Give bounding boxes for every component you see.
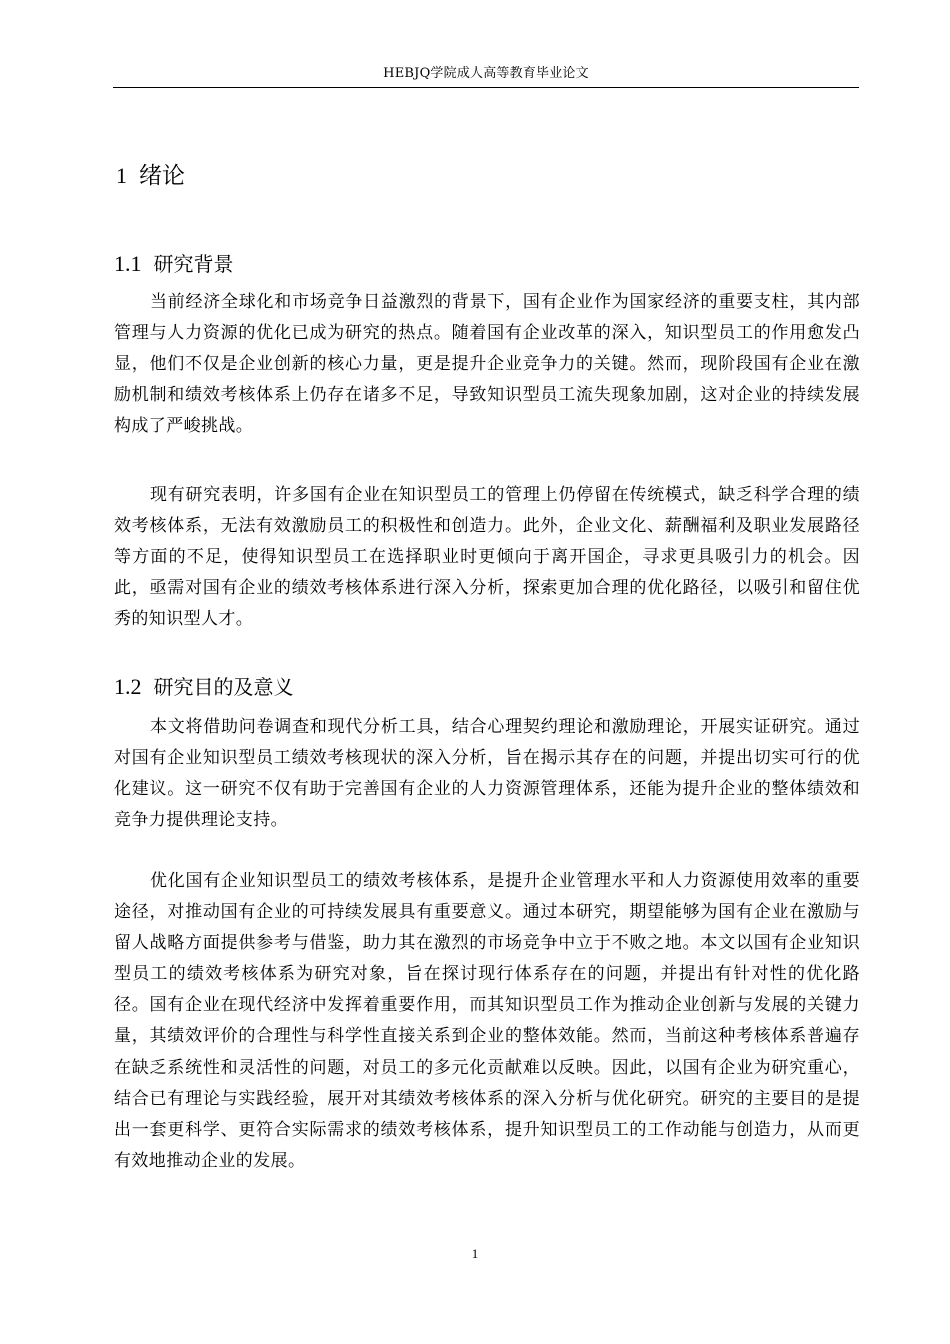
section-number: 1.2 (114, 674, 142, 699)
section-number: 1.1 (114, 251, 142, 276)
section-heading-1-1 (114, 250, 234, 278)
chapter-number: 1 (116, 163, 127, 188)
section-heading-1-2 (114, 673, 294, 701)
chapter-title: 绪论 (139, 163, 185, 189)
section-title: 研究背景 (153, 252, 234, 276)
chapter-heading (116, 161, 185, 191)
running-header: HEBJQ学院成人高等教育毕业论文 (383, 66, 589, 81)
paragraph: 当前经济全球化和市场竞争日益激烈的背景下，国有企业作为国家经济的重要支柱，其内部管理与人力资源的优化已成为研究的热点。随着国有企业改革的深入，知识型员工的作用愈发凸显，他们不仅是企业创新的核心力量，更是提升企业竞争力的关键。然而，现阶段国有企业在激励机制和绩效考核体系上仍存在诸多不足，导致知识型员工流失现象加剧，这对企业的持续发展构成了严峻挑战。 (114, 292, 860, 437)
paragraph: 现有研究表明，许多国有企业在知识型员工的管理上仍停留在传统模式，缺乏科学合理的绩效考核体系，无法有效激励员工的积极性和创造力。此外，企业文化、薪酬福利及职业发展路径等方面的不足，使得知识型员工在选择职业时更倾向于离开国企，寻求更具吸引力的机会。因此，亟需对国有企业的绩效考核体系进行深入分析，探索更加合理的优化路径，以吸引和留住优秀的知识型人才。 (114, 485, 860, 630)
paragraph: 本文将借助问卷调查和现代分析工具，结合心理契约理论和激励理论，开展实证研究。通过对国有企业知识型员工绩效考核现状的深入分析，旨在揭示其存在的问题，并提出切实可行的优化建议。这一研究不仅有助于完善国有企业的人力资源管理体系，还能为提升企业的整体绩效和竞争力提供理论支持。 (114, 717, 860, 831)
header-rule (113, 87, 859, 88)
section-title: 研究目的及意义 (153, 675, 294, 699)
page-number: 1 (471, 1246, 479, 1261)
paragraph: 优化国有企业知识型员工的绩效考核体系，是提升企业管理水平和人力资源使用效率的重要途径，对推动国有企业的可持续发展具有重要意义。通过本研究，期望能够为国有企业在激励与留人战略方面提供参考与借鉴，助力其在激烈的市场竞争中立于不败之地。本文以国有企业知识型员工的绩效考核体系为研究对象，旨在探讨现行体系存在的问题，并提出有针对性的优化路径。国有企业在现代经济中发挥着重要作用，而其知识型员工作为推动企业创新与发展的关键力量，其绩效评价的合理性与科学性直接关系到企业的整体效能。然而，当前这种考核体系普遍存在缺乏系统性和灵活性的问题，对员工的多元化贡献难以反映。因此，以国有企业为研究重心，结合已有理论与实践经验，展开对其绩效考核体系的深入分析与优化研究。研究的主要目的是提出一套更科学、更符合实际需求的绩效考核体系，提升知识型员工的工作动能与创造力，从而更有效地推动企业的发展。 (114, 871, 860, 1171)
